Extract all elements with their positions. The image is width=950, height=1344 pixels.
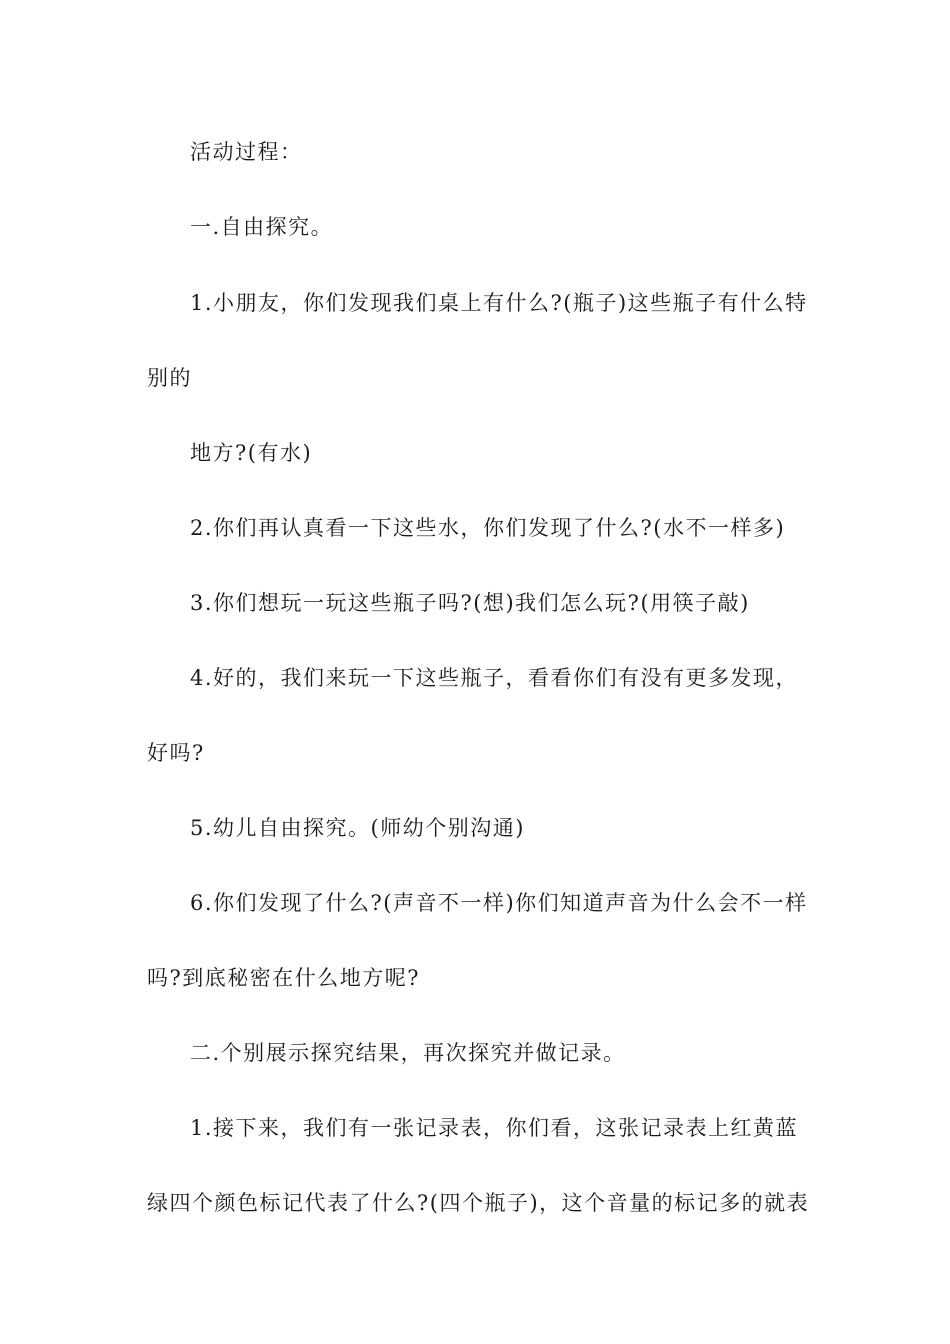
section-heading-activity-process: 活动过程： (190, 140, 303, 164)
paragraph-line: 好吗? (147, 741, 205, 765)
paragraph-line: 地方?(有水) (190, 441, 313, 465)
paragraph-line: 2.你们再认真看一下这些水，你们发现了什么?(水不一样多) (190, 516, 786, 540)
paragraph-line: 别的 (147, 366, 192, 390)
section-heading-individual-display: 二.个别展示探究结果，再次探究并做记录。 (190, 1041, 626, 1065)
paragraph-line: 绿四个颜色标记代表了什么?(四个瓶子)，这个音量的标记多的就表 (147, 1191, 810, 1215)
paragraph-line: 5.幼儿自由探究。(师幼个别沟通) (190, 816, 525, 840)
paragraph-line: 吗?到底秘密在什么地方呢? (147, 966, 421, 990)
paragraph-line: 6.你们发现了什么?(声音不一样)你们知道声音为什么会不一样 (190, 891, 808, 915)
paragraph-line: 1.小朋友，你们发现我们桌上有什么?(瓶子)这些瓶子有什么特 (190, 291, 808, 315)
paragraph-line: 3.你们想玩一玩这些瓶子吗?(想)我们怎么玩?(用筷子敲) (190, 591, 750, 615)
section-heading-free-exploration: 一.自由探究。 (190, 215, 334, 239)
paragraph-line: 4.好的，我们来玩一下这些瓶子，看看你们有没有更多发现， (190, 666, 799, 690)
paragraph-line: 1.接下来，我们有一张记录表，你们看，这张记录表上红黄蓝 (190, 1116, 799, 1140)
